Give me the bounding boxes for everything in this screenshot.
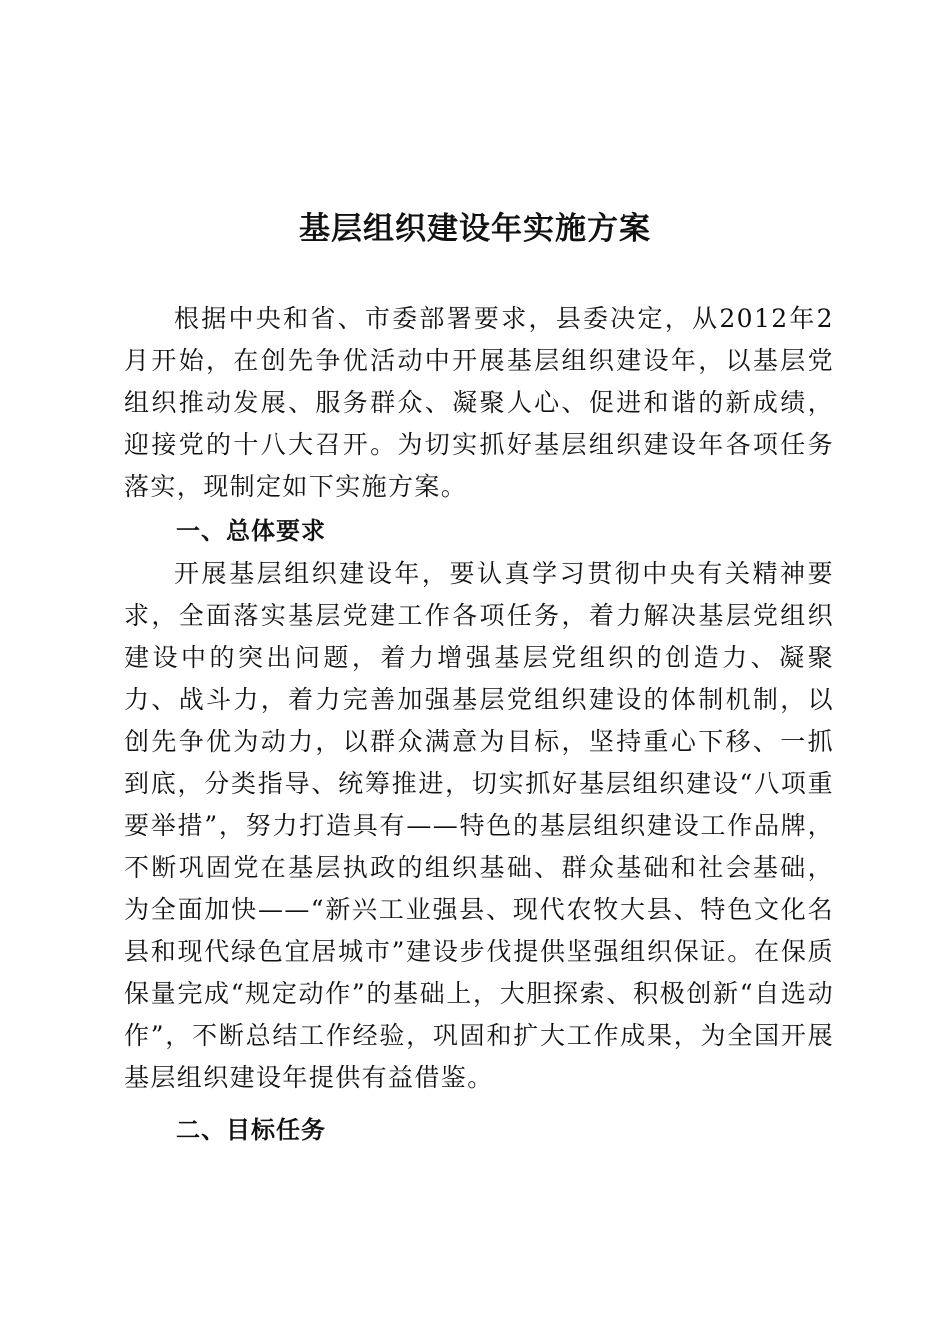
document-title: 基层组织建设年实施方案 — [299, 211, 651, 247]
section-heading-targets-tasks: 二、目标任务 — [176, 1116, 326, 1144]
document-body — [124, 298, 834, 1151]
intro-paragraph: 根据中央和省、市委部署要求，县委决定，从2012年2月开始，在创先争优活动中开展基层组织建设年，以基层党组织推动发展、服务群众、凝聚人心、促进和谐的新成绩，迎接党的十八大召开。为切实抓好基层组织建设年各项任务落实，现制定如下实施方案。 — [124, 304, 834, 501]
general-requirements-paragraph: 开展基层组织建设年，要认真学习贯彻中央有关精神要求，全面落实基层党建工作各项任务，着力解决基层党组织建设中的突出问题，着力增强基层党组织的创造力、凝聚力、战斗力，着力完善加强基层党组织建设的体制机制，以创先争优为动力，以群众满意为目标，坚持重心下移、一抓到底，分类指导、统筹推进，切实抓好基层组织建设“八项重要举措”，努力打造具有——特色的基层组织建设工作品牌，不断巩固党在基层执政的组织基础、群众基础和社会基础，为全面加快——“新兴工业强县、现代农牧大县、特色文化名县和现代绿色宜居城市”建设步伐提供坚强组织保证。在保质保量完成“规定动作”的基础上，大胆探索、积极创新“自选动作”，不断总结工作经验，巩固和扩大工作成果，为全国开展基层组织建设年提供有益借鉴。 — [124, 559, 834, 1092]
section-heading-general-requirements: 一、总体要求 — [176, 517, 326, 545]
